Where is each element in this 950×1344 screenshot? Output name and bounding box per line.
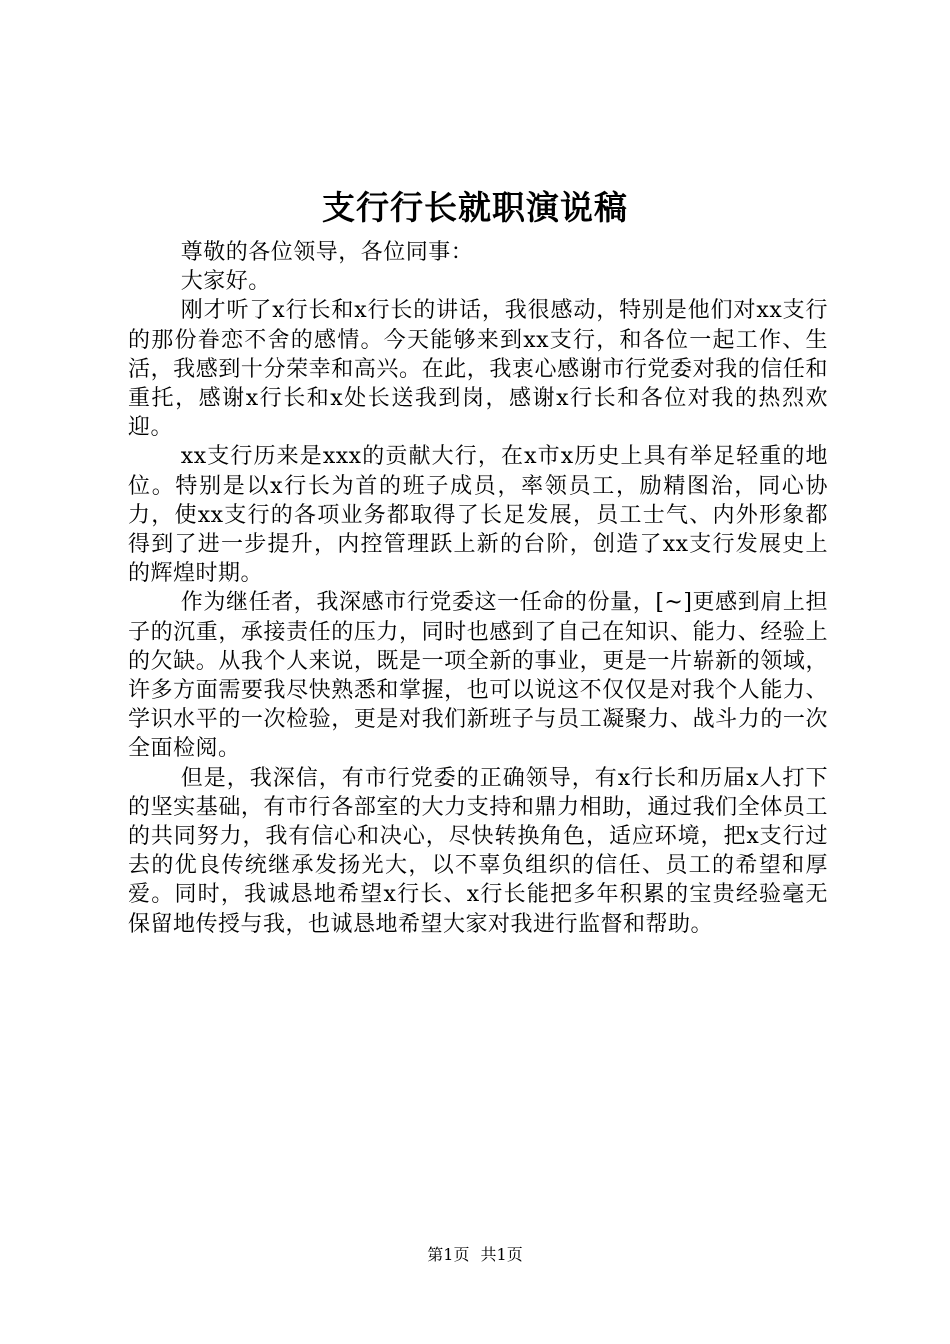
page-total: 共1页 — [480, 1245, 523, 1264]
document-body — [128, 238, 828, 939]
page-number: 第1页 — [427, 1245, 470, 1264]
salutation-paragraph: 尊敬的各位领导，各位同事： — [180, 240, 474, 265]
body-paragraph: 刚才听了x行长和x行长的讲话，我很感动，特别是他们对xx支行的那份眷恋不舍的感情。今天能够来到xx支行，和各位一起工作、生活，我感到十分荣幸和高兴。在此，我衷心感谢市行党委对我的信任和重托，感谢x行长和x处长送我到岗，感谢x行长和各位对我的热烈欢迎。 — [128, 298, 828, 441]
body-paragraph: 但是，我深信，有市行党委的正确领导，有x行长和历届x人打下的坚实基础，有市行各部室的大力支持和鼎力相助，通过我们全体员工的共同努力，我有信心和决心，尽快转换角色，适应环境，把x支行过去的优良传统继承发扬光大，以不辜负组织的信任、员工的希望和厚爱。同时，我诚恳地希望x行长、x行长能把多年积累的宝贵经验毫无保留地传授与我，也诚恳地希望大家对我进行监督和帮助。 — [128, 765, 828, 937]
document-title: 支行行长就职演说稿 — [322, 188, 628, 227]
page-footer — [0, 1244, 950, 1266]
body-paragraph: 作为继任者，我深感市行党委这一任命的份量，[~]更感到肩上担子的沉重，承接责任的压力，同时也感到了自己在知识、能力、经验上的欠缺。从我个人来说，既是一项全新的事业，更是一片崭新的领域，许多方面需要我尽快熟悉和掌握，也可以说这不仅仅是对我个人能力、学识水平的一次检验，更是对我们新班子与员工凝聚力、战斗力的一次全面检阅。 — [128, 590, 828, 762]
greeting-paragraph: 大家好。 — [180, 269, 271, 295]
body-paragraph: xx支行历来是xxx的贡献大行，在x市x历史上具有举足轻重的地位。特别是以x行长为首的班子成员，率领员工，励精图治，同心协力，使xx支行的各项业务都取得了长足发展，员工士气、内外形象都得到了进一步提升，内控管理跃上新的台阶，创造了xx支行发展史上的辉煌时期。 — [128, 444, 828, 587]
